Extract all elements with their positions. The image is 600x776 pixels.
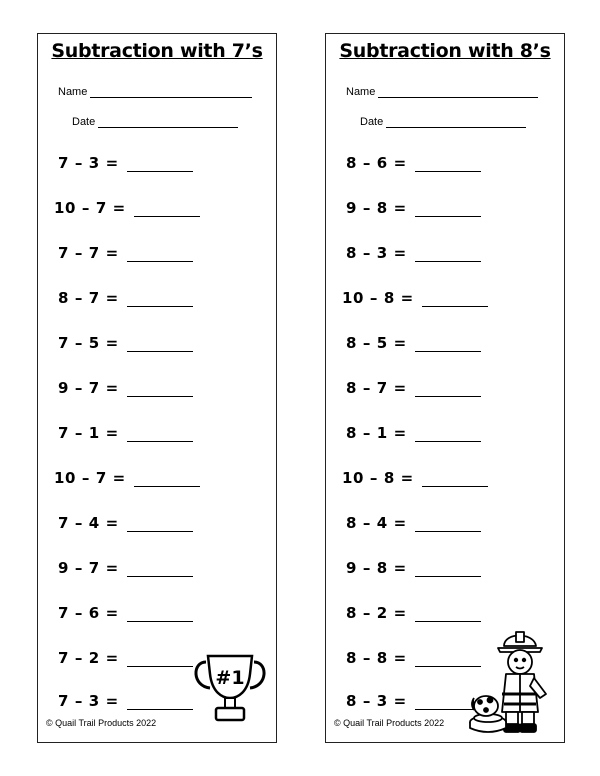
problem-item[interactable]: [54, 199, 200, 217]
problem-item[interactable]: [58, 334, 193, 352]
date-label: Date: [72, 116, 96, 128]
trophy-label: #1: [215, 667, 245, 689]
problem-equation: 8 – 3 =: [346, 692, 407, 710]
problem-equation: 8 – 6 =: [346, 154, 407, 172]
answer-blank[interactable]: [422, 294, 488, 307]
problem-equation: 8 – 4 =: [346, 514, 407, 532]
answer-blank[interactable]: [415, 384, 481, 397]
problem-equation: 9 – 7 =: [58, 379, 119, 397]
problem-item[interactable]: [346, 649, 481, 667]
problem-equation: 10 – 8 =: [342, 289, 414, 307]
problem-item[interactable]: [54, 469, 200, 487]
problem-equation: 8 – 7 =: [58, 289, 119, 307]
problem-equation: 8 – 3 =: [346, 244, 407, 262]
problem-equation: 9 – 7 =: [58, 559, 119, 577]
problem-item[interactable]: [346, 154, 481, 172]
answer-blank[interactable]: [415, 159, 481, 172]
problem-item[interactable]: [346, 514, 481, 532]
answer-blank[interactable]: [127, 519, 193, 532]
answer-blank[interactable]: [127, 339, 193, 352]
problem-item[interactable]: [58, 424, 193, 442]
answer-blank[interactable]: [127, 159, 193, 172]
problem-item[interactable]: [58, 244, 193, 262]
worksheet-card-sevens: [37, 33, 277, 743]
answer-blank[interactable]: [127, 697, 193, 710]
problem-equation: 7 – 3 =: [58, 154, 119, 172]
problem-equation: 7 – 2 =: [58, 649, 119, 667]
problem-equation: 7 – 6 =: [58, 604, 119, 622]
problem-equation: 7 – 5 =: [58, 334, 119, 352]
problem-item[interactable]: [342, 469, 488, 487]
problem-item[interactable]: [58, 154, 193, 172]
problem-item[interactable]: [58, 604, 193, 622]
answer-blank[interactable]: [415, 429, 481, 442]
problem-item[interactable]: [58, 514, 193, 532]
problem-equation: 10 – 8 =: [342, 469, 414, 487]
problem-item[interactable]: [346, 379, 481, 397]
answer-blank[interactable]: [415, 609, 481, 622]
worksheet-title: Subtraction with 8’s: [339, 40, 551, 62]
name-label: Name: [346, 86, 376, 98]
problem-item[interactable]: [346, 604, 481, 622]
problem-item[interactable]: [58, 692, 193, 710]
answer-blank[interactable]: [415, 249, 481, 262]
problem-item[interactable]: [346, 244, 481, 262]
problem-item[interactable]: [346, 199, 481, 217]
trophy-icon: [190, 652, 270, 724]
problem-equation: 10 – 7 =: [54, 469, 126, 487]
copyright: © Quail Trail Products 2022: [46, 718, 157, 728]
answer-blank[interactable]: [127, 654, 193, 667]
problem-equation: 8 – 5 =: [346, 334, 407, 352]
name-label: Name: [58, 86, 88, 98]
problem-equation: 8 – 8 =: [346, 649, 407, 667]
problem-item[interactable]: [342, 289, 488, 307]
answer-blank[interactable]: [415, 564, 481, 577]
problem-equation: 8 – 2 =: [346, 604, 407, 622]
problem-item[interactable]: [58, 289, 193, 307]
date-label: Date: [360, 116, 384, 128]
answer-blank[interactable]: [127, 294, 193, 307]
worksheet-card-eights: [325, 33, 565, 743]
problem-item[interactable]: [58, 649, 193, 667]
problem-item[interactable]: [346, 559, 481, 577]
copyright: © Quail Trail Products 2022: [334, 718, 445, 728]
problem-equation: 7 – 4 =: [58, 514, 119, 532]
problem-equation: 8 – 1 =: [346, 424, 407, 442]
problem-equation: 7 – 7 =: [58, 244, 119, 262]
problem-equation: 9 – 8 =: [346, 559, 407, 577]
answer-blank[interactable]: [134, 204, 200, 217]
problem-equation: 8 – 7 =: [346, 379, 407, 397]
answer-blank[interactable]: [415, 339, 481, 352]
answer-blank[interactable]: [127, 249, 193, 262]
worksheet-title: Subtraction with 7’s: [51, 40, 263, 62]
answer-blank[interactable]: [127, 609, 193, 622]
answer-blank[interactable]: [134, 474, 200, 487]
problem-item[interactable]: [346, 334, 481, 352]
answer-blank[interactable]: [127, 384, 193, 397]
problem-equation: 7 – 1 =: [58, 424, 119, 442]
problem-item[interactable]: [58, 379, 193, 397]
problem-item[interactable]: [346, 424, 481, 442]
problem-equation: 9 – 8 =: [346, 199, 407, 217]
answer-blank[interactable]: [415, 519, 481, 532]
answer-blank[interactable]: [415, 204, 481, 217]
problem-equation: 7 – 3 =: [58, 692, 119, 710]
problem-item[interactable]: [346, 692, 481, 710]
answer-blank[interactable]: [127, 564, 193, 577]
problem-list: [38, 34, 276, 742]
answer-blank[interactable]: [127, 429, 193, 442]
firefighter-illustration-icon: [466, 624, 562, 736]
answer-blank[interactable]: [422, 474, 488, 487]
problem-equation: 10 – 7 =: [54, 199, 126, 217]
problem-item[interactable]: [58, 559, 193, 577]
